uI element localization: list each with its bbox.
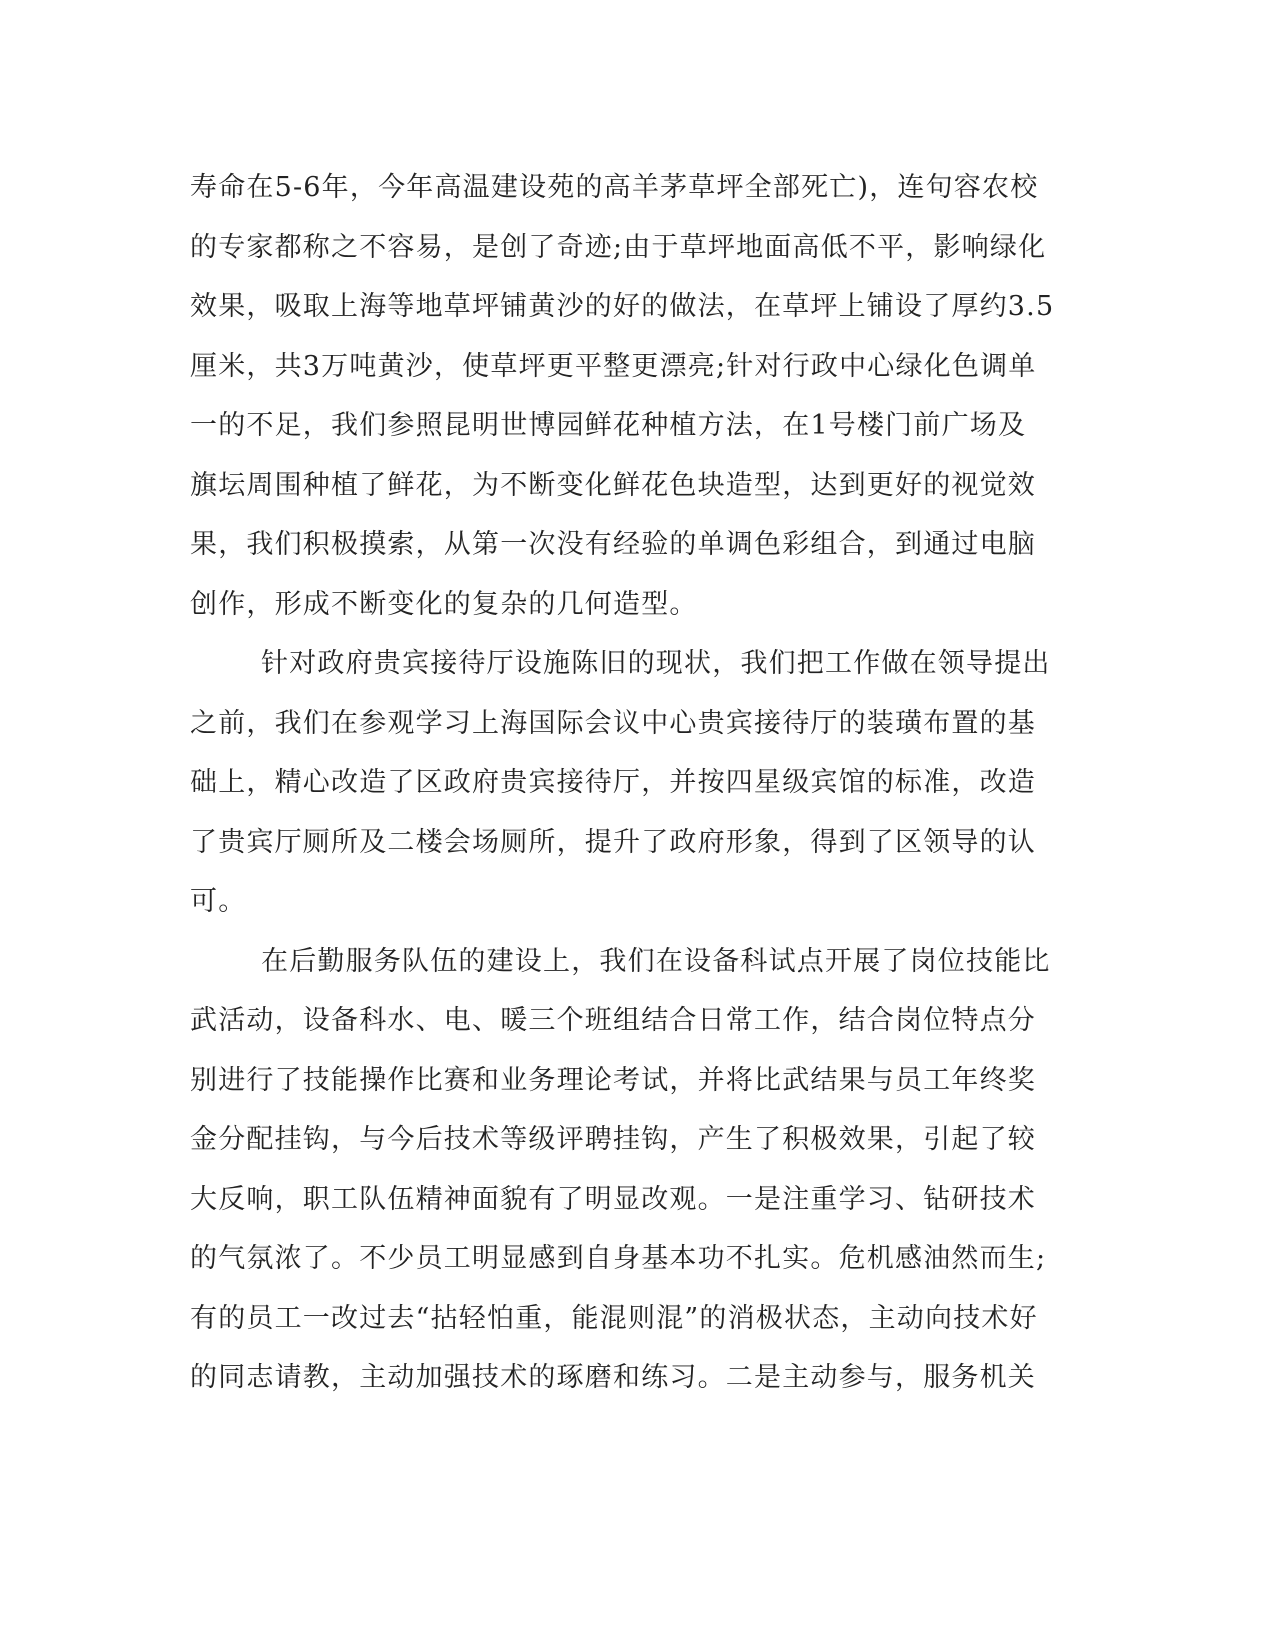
paragraph-2: [190, 634, 1050, 932]
text-line: 创作，形成不断变化的复杂的几何造型。: [190, 588, 698, 620]
text-line: 果，我们积极摸索，从第一次没有经验的单调色彩组合，到通过电脑: [190, 529, 1036, 560]
paragraph-3: [190, 932, 1050, 1408]
text-line-indented: 针对政府贵宾接待厅设施陈旧的现状，我们把工作做在领导提出: [261, 648, 1051, 679]
text-line: 的专家都称之不容易，是创了奇迹;由于草坪地面高低不平，影响绿化: [190, 231, 1047, 263]
text-line-indented: 在后勤服务队伍的建设上，我们在设备科试点开展了岗位技能比: [261, 945, 1051, 977]
text-line: 效果，吸取上海等地草坪铺黄沙的好的做法，在草坪上铺设了厚约3.5: [190, 291, 1055, 322]
text-line: 的气氛浓了。不少员工明显感到自身基本功不扎实。危机感油然而生;: [190, 1243, 1047, 1274]
text-line: 了贵宾厅厕所及二楼会场厕所，提升了政府形象，得到了区领导的认: [190, 826, 1036, 858]
text-line: 有的员工一改过去“拈轻怕重，能混则混”的消极状态，主动向技术好: [190, 1302, 1038, 1334]
text-line: 武活动，设备科水、电、暖三个班组结合日常工作，结合岗位特点分: [190, 1005, 1036, 1036]
text-line: 可。: [190, 886, 247, 917]
paragraph-1: [190, 158, 1055, 634]
text-line: 础上，精心改造了区政府贵宾接待厅，并按四星级宾馆的标准，改造: [190, 767, 1036, 798]
text-line: 金分配挂钩，与今后技术等级评聘挂钩，产生了积极效果，引起了较: [190, 1124, 1036, 1155]
text-line: 旗坛周围种植了鲜花，为不断变化鲜花色块造型，达到更好的视觉效: [190, 469, 1036, 501]
text-line: 的同志请教，主动加强技术的琢磨和练习。二是主动参与，服务机关: [190, 1362, 1036, 1393]
text-line: 之前，我们在参观学习上海国际会议中心贵宾接待厅的装璜布置的基: [190, 707, 1036, 739]
text-line: 一的不足，我们参照昆明世博园鲜花种植方法，在1号楼门前广场及: [190, 410, 1027, 441]
text-line: 别进行了技能操作比赛和业务理论考试，并将比武结果与员工年终奖: [190, 1064, 1036, 1096]
text-line: 厘米，共3万吨黄沙，使草坪更平整更漂亮;针对行政中心绿化色调单: [190, 350, 1037, 382]
text-line: 寿命在5-6年，今年高温建设苑的高羊茅草坪全部死亡)，连句容农校: [190, 172, 1039, 203]
document-body: [190, 158, 1055, 1408]
text-line: 大反响，职工队伍精神面貌有了明显改观。一是注重学习、钻研技术: [190, 1183, 1036, 1215]
